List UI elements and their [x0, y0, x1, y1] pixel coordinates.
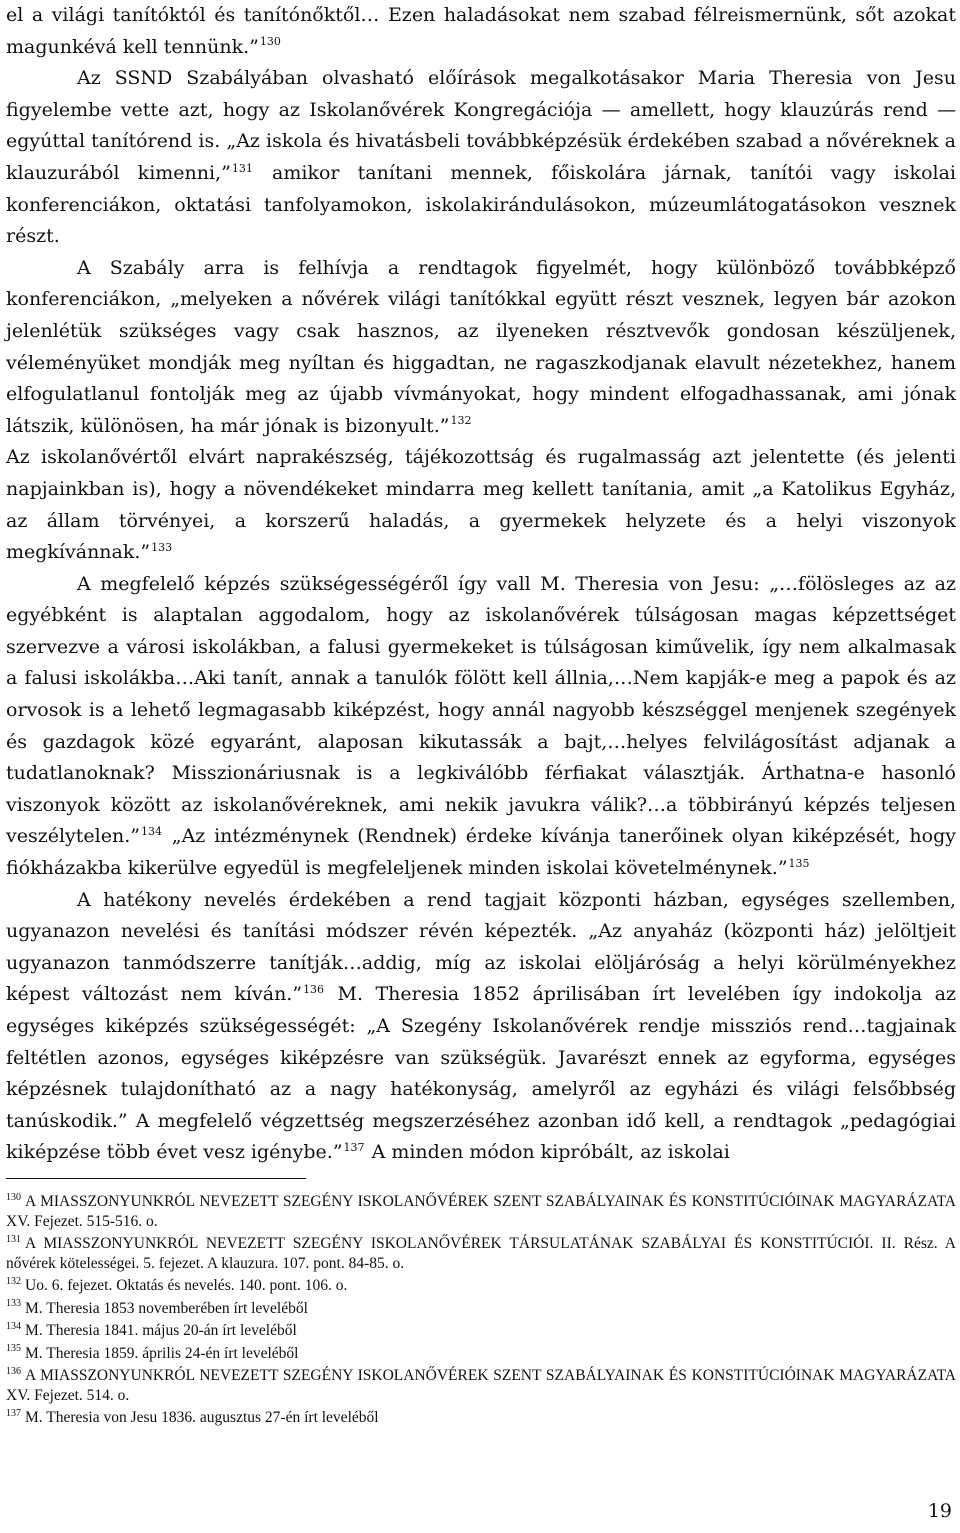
footnote-reference: 136 [303, 983, 325, 997]
footnote-reference: 135 [788, 856, 810, 870]
footnote-number: 136 [6, 1365, 21, 1377]
footnote-text: M. Theresia 1859. április 24-én írt leveléből [25, 1344, 299, 1362]
footnote-number: 135 [6, 1343, 21, 1355]
footnote-item [6, 1366, 956, 1405]
footnote-number: 133 [6, 1298, 21, 1310]
footnote-number: 132 [6, 1275, 21, 1287]
footnote-text: M. Theresia 1841. május 20-án írt leveléből [25, 1322, 297, 1339]
footnote-text: M. Theresia von Jesu 1836. augusztus 27-én írt leveléből [25, 1409, 379, 1426]
paragraph-text: „Az intézménynek (Rendnek) érdeke kívánja tanerőinek olyan kiképzését, hogy fiókházakba kikerülve egyedül is megfeleljenek minden iskolai követelménynek.” [6, 825, 956, 880]
footnote-reference: 132 [450, 414, 472, 428]
footnote-number: 134 [6, 1320, 21, 1332]
footnote-item [6, 1234, 956, 1273]
footnote-item [6, 1276, 956, 1296]
footnote-reference: 137 [343, 1141, 365, 1155]
footnote-item [6, 1299, 956, 1319]
paragraph-text: A minden módon kipróbált, az iskolai [365, 1141, 730, 1164]
paragraph [6, 253, 956, 443]
footnote-reference: 130 [259, 35, 281, 49]
paragraph [6, 569, 956, 885]
paragraph [6, 63, 956, 253]
footnote-text: A MIASSZONYUNKRÓL NEVEZETT SZEGÉNY ISKOLANŐVÉREK TÁRSULATÁNAK SZABÁLYAI ÉS KONSTITÚCIÓI. II. Rész. A nővérek kötelességei. 5. fejezet. A klauzura. 107. pont. 84-85. o. [6, 1235, 956, 1272]
paragraph-text: M. Theresia 1852 áprilisában írt levelében így indokolja az egységes kiképzés szükségességét: „A Szegény Iskolanővérek rendje missziós rend…tagjainak feltétlen azonos, egységes kiképzésre van szükségük. Javarészt ennek az egyforma, egységes képzésnek tulajdonítható az a nagy hatékonyság, amelyről az egyházi és világi felsőbbség tanúskodik.” A megfelelő végzettség megszerzéséhez azonban idő kell, a rendtagok „pedagógiai kiképzése több évet vesz igénybe.” [6, 983, 956, 1164]
paragraph-text: Az iskolanővértől elvárt naprakészség, tájékozottság és rugalmasság azt jelentette (és jelenti napjainkban is), hogy a növendékeket mindarra meg kellett tanítania, amit „a Katolikus Egyház, az állam törvényei, a korszerű haladás, a gyermekek helyzete és a helyi viszonyok megkívánnak.” [6, 446, 956, 564]
paragraph [6, 0, 956, 63]
footnote-reference: 133 [151, 540, 173, 554]
footnote-reference: 131 [231, 161, 253, 175]
footnote-text: A MIASSZONYUNKRÓL NEVEZETT SZEGÉNY ISKOLANŐVÉREK SZENT SZABÁLYAINAK ÉS KONSTITÚCIÓINAK MAGYARÁZATA XV. Fejezet. 514. o. [6, 1367, 956, 1404]
footnote-item [6, 1192, 956, 1231]
footnote-text: A MIASSZONYUNKRÓL NEVEZETT SZEGÉNY ISKOLANŐVÉREK SZENT SZABÁLYAINAK ÉS KONSTITÚCIÓINAK MAGYARÁZATA XV. Fejezet. 515-516. o. [6, 1193, 956, 1230]
paragraph [6, 885, 956, 1169]
paragraph-text: A Szabály arra is felhívja a rendtagok figyelmét, hogy különböző továbbképző konferenciákon, „melyeken a nővérek világi tanítókkal együtt részt vesznek, legyen bár azokon jelenlétük szükséges vagy csak hasznos, az ilyeneken résztvevők gondosan készüljenek, véleményüket mondják meg nyíltan és higgadtan, ne ragaszkodjanak elavult nézetekhez, hanem elfogulatlanul fontolják meg az újabb vívmányokat, hogy mindent elfogadhassanak, ami jónak látszik, különösen, ha már jónak is bizonyult.” [6, 256, 956, 437]
paragraph-text: A megfelelő képzés szükségességéről így vall M. Theresia von Jesu: „…fölösleges az az egyébként is alaptalan aggodalom, hogy az iskolanővérek túlságosan magas képzettséget szervezve a városi iskolákban, a falusi gyermekeket is túlságosan kiművelik, így nem alkalmasak a falusi iskolákba…Aki tanít, annak a tanulók fölött kell állnia,…Nem kapják-e meg a papok és az orvosok is a lehető legmagasabb kiképzést, hogy annál nagyobb készséggel menjenek szegények és gazdagok közé egyaránt, alaposan kikutassák a bajt,…helyes felvilágosítást adjanak a tudatlanoknak? Misszionáriusnak is a legkiválóbb férfiakat választják. Árthatna-e hasonló viszonyok között az iskolanővéreknek, ami nekik javukra válik?…a többirányú képzés teljesen veszélytelen.” [6, 572, 956, 848]
paragraph-text: A hatékony nevelés érdekében a rend tagjait központi házban, egységes szellemben, ugyanazon nevelési és tanítási módszer révén képezték. „Az anyaház (központi ház) jelöltjeit ugyanazon tanmódszerre tanítják…addig, míg az iskolai elöljáróság a helyi körülményekhez képest változást nem kíván.” [6, 888, 956, 1006]
footnote-text: Uo. 6. fejezet. Oktatás és nevelés. 140. pont. 106. o. [25, 1277, 348, 1294]
footnote-item [6, 1321, 956, 1341]
paragraph-text: el a világi tanítóktól és tanítónőktől… Ezen haladásokat nem szabad félreismernünk, sőt azokat magunkévá kell tennünk.” [6, 4, 956, 58]
footnote-item [6, 1408, 956, 1428]
paragraph [6, 442, 956, 568]
paragraph-text: amikor tanítani mennek, főiskolára járnak, tanítói vagy iskolai konferenciákon, oktatási tanfolyamokon, iskolakirándulásokon, múzeumlátogatásokon vesznek részt. [6, 161, 956, 248]
footnote-number: 137 [6, 1407, 21, 1419]
footnote-number: 130 [6, 1191, 21, 1203]
page-number: 19 [927, 1500, 952, 1522]
footnote-item [6, 1344, 956, 1364]
footnote-reference: 134 [140, 825, 162, 839]
footnote-number: 131 [6, 1233, 21, 1245]
footnote-divider [6, 1178, 306, 1179]
document-page [6, 0, 956, 1426]
footnote-text: M. Theresia 1853 novemberében írt leveléből [25, 1299, 308, 1317]
paragraph-text: Az SSND Szabályában olvasható előírások megalkotásakor Maria Theresia von Jesu figyelembe vette azt, hogy az Iskolanővérek Kongregációja — amellett, hogy klauzúrás rend — egyúttal tanítórend is. „Az iskola és hivatásbeli továbbképzésük érdekében szabad a nővéreknek a klauzurából kimenni,” [6, 67, 956, 184]
footnotes [6, 1192, 956, 1431]
body-text [6, 0, 956, 1169]
